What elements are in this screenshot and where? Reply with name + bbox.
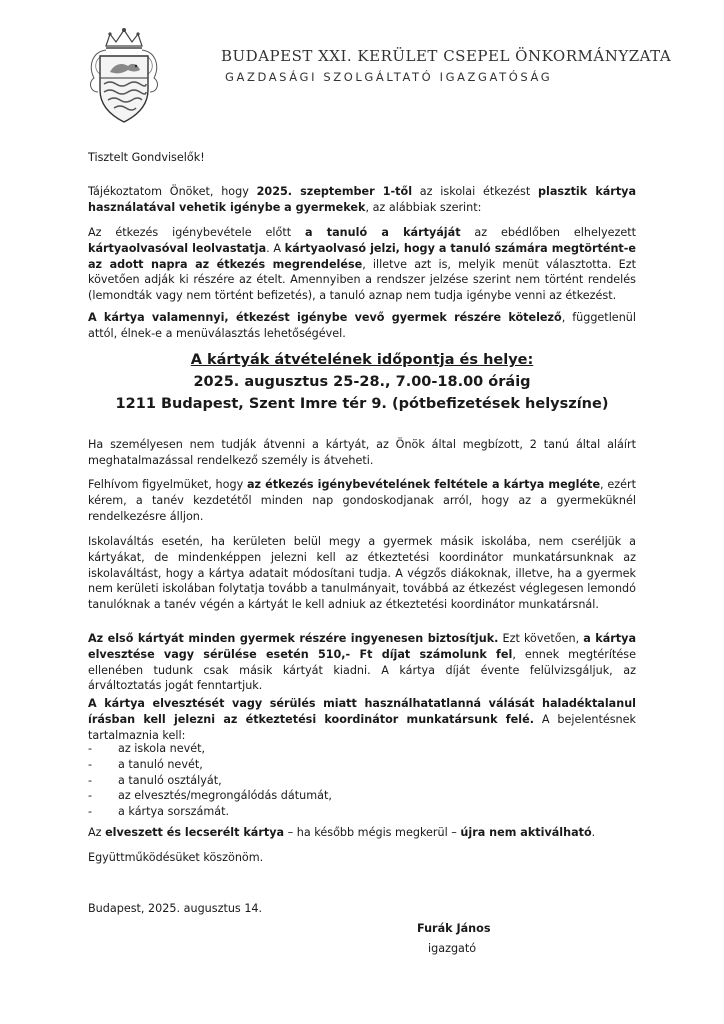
salutation: Tisztelt Gondviselők! [88,151,205,164]
proxy-paragraph: Ha személyesen nem tudják átvenni a kártyát, az Önök által megbízott, 2 tanú által aláírt meghatalmazással rendelkező személy is átveheti. [88,438,636,467]
department-name: GAZDASÁGI SZOLGÁLTATÓ IGAZGATÓSÁG [225,70,553,84]
signatory-name: Furák János [417,922,491,935]
report-requirements-list [88,741,636,820]
list-item: - az iskola nevét, [88,742,206,755]
coat-of-arms-icon [84,26,164,124]
organization-name: BUDAPEST XXI. KERÜLET CSEPEL ÖNKORMÁNYZATA [221,47,672,65]
signatory-title: igazgató [428,942,477,955]
mandatory-card-paragraph: A kártya valamennyi, étkezést igénybe vevő gyermek részére kötelező, függetlenül attól, élnek-e a menüválasztás lehetőségével. [88,311,636,340]
no-reactivation-paragraph: Az elveszett és lecserélt kártya – ha később mégis megkerül – újra nem aktiválható. [88,826,596,839]
pickup-headline-title: A kártyák átvételének időpontja és helye: [190,352,534,368]
closing-thanks: Együttműködésüket köszönöm. [88,851,264,864]
card-usage-paragraph: Az étkezés igénybevétele előtt a tanuló a kártyáját az ebédlőben elhelyezett kártyaolvasóval leolvastatja. A kártyaolvasó jelzi, hogy a tanuló számára megtörtént-e az adott napra az étkezés megrendelése, illetve azt is, melyik menüt választotta. Ezt követően adják ki részére az ételt. Amennyiben a rendszer jelzése szerint nem történt rendelés (lemondták vagy nem történt befizetés), a tanuló aznap nem tudja igénybe venni az étkezést. [88,226,637,303]
card-fee-paragraph: Az első kártyát minden gyermek részére ingyenesen biztosítjuk. Ezt követően, a kártya elvesztése vagy sérülése esetén 510,- Ft díjat számolunk fel, ennek megtérítése ellenében tudunk csak másik kártyát kiadni. A kártya díját évente felülvizsgáljuk, az árváltoztatás jogát fenntartjuk. [88,632,636,693]
pickup-date: 2025. augusztus 25-28., 7.00-18.00 óráig [193,374,531,390]
list-item: - a tanuló osztályát, [88,773,222,787]
list-item: - a kártya sorszámát. [88,805,230,819]
pickup-headline [88,349,636,415]
card-requirement-paragraph: Felhívom figyelmüket, hogy az étkezés igénybevételének feltétele a kártya megléte, ezért kérem, a tanév kezdetétől minden nap gondoskodjanak arról, hogy az a gyermeküknél rendelkezésre álljon. [88,478,636,523]
school-change-paragraph: Iskolaváltás esetén, ha kerületen belül megy a gyermek másik iskolába, nem cseréljük a kártyákat, de mindenképpen jelezni kell az étkeztetési koordinátor munkatársunknak az iskolaváltást, hogy a kártya adatait módosítani tudja. A végzős diákoknak, illetve, ha a gyermek nem kerületi iskolában folytatja tovább a tanulmányait, továbbá az étkezést véglegesen lemondó tanulóknak a tanév végén a kártyát le kell adniuk az étkeztetési koordinátor munkatársnál. [88,535,636,612]
intro-paragraph: Tájékoztatom Önöket, hogy 2025. szeptember 1-től az iskolai étkezést plasztik kártya használatával vehetik igénybe a gyermekek, az alábbiak szerint: [88,185,637,214]
list-item: - az elvesztés/megrongálódás dátumát, [88,789,332,803]
place-date: Budapest, 2025. augusztus 14. [88,902,263,915]
loss-report-paragraph: A kártya elvesztését vagy sérülés miatt használhatatlanná válását haladéktalanul írásban kell jelezni az étkeztetési koordinátor munkatársunk felé. A bejelentésnek tartalmaznia kell: [88,697,636,742]
list-item: - a tanuló nevét, [88,757,203,771]
pickup-address: 1211 Budapest, Szent Imre tér 9. (pótbefizetések helyszíne) [115,396,609,412]
